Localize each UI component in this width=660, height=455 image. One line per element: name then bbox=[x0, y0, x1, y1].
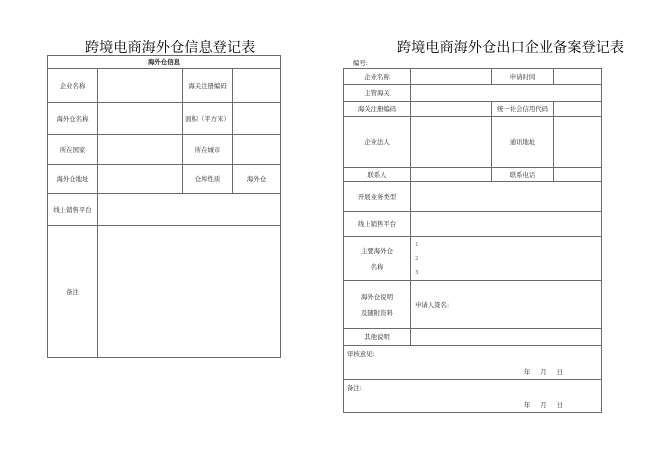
address-field[interactable] bbox=[554, 117, 602, 168]
phone-field[interactable] bbox=[554, 168, 602, 182]
other-notes-label: 其他说明 bbox=[344, 329, 411, 346]
review-date: 年月日 bbox=[523, 368, 573, 376]
company-name-field[interactable] bbox=[98, 69, 183, 103]
serial-number-label: 编号: bbox=[353, 59, 368, 67]
area-label: 面积（平方米） bbox=[183, 103, 233, 135]
phone-label: 联系电话 bbox=[492, 168, 554, 182]
applicant-signature-field[interactable]: 申请人签名: bbox=[411, 281, 602, 329]
area-field[interactable] bbox=[233, 103, 281, 135]
warehouse-type-value: 海外仓 bbox=[233, 165, 281, 194]
apply-time-label: 申请时间 bbox=[492, 69, 554, 85]
company-name-label: 企业名称 bbox=[48, 69, 98, 103]
warehouse-info-table bbox=[47, 55, 281, 358]
remarks-date: 年月日 bbox=[523, 401, 573, 409]
contact-label: 联系人 bbox=[344, 168, 411, 182]
contact-field[interactable] bbox=[411, 168, 492, 182]
customs-reg-code-field[interactable] bbox=[411, 102, 492, 117]
city-label: 所在城市 bbox=[183, 135, 233, 165]
warehouse-desc-label bbox=[344, 281, 411, 329]
city-field[interactable] bbox=[233, 135, 281, 165]
customs-reg-code-field[interactable] bbox=[233, 69, 281, 103]
section-header: 海外仓信息 bbox=[48, 56, 281, 69]
apply-time-field[interactable] bbox=[554, 69, 602, 85]
customs-label: 主管海关 bbox=[344, 85, 411, 102]
address-label: 通讯地址 bbox=[492, 117, 554, 168]
main-warehouse-label bbox=[344, 237, 411, 281]
online-platform-label: 线上销售平台 bbox=[48, 194, 98, 226]
warehouse-address-label: 海外仓地址 bbox=[48, 165, 98, 194]
main-warehouse-label-line1: 主要海外仓 bbox=[361, 246, 393, 255]
warehouse-desc-label-line2: 及随附资料 bbox=[361, 308, 393, 317]
remarks-label: 备注 bbox=[48, 226, 98, 358]
remarks-field[interactable] bbox=[344, 380, 602, 413]
legal-person-label: 企业法人 bbox=[344, 117, 411, 168]
warehouse-number-2: 2 bbox=[415, 255, 419, 262]
review-opinion-field[interactable] bbox=[344, 346, 602, 380]
online-platform-label: 线上销售平台 bbox=[344, 212, 411, 237]
left-form-title: 跨境电商海外仓信息登记表 bbox=[85, 40, 256, 56]
remarks-field[interactable] bbox=[98, 226, 281, 358]
company-name-label: 企业名称 bbox=[344, 69, 411, 85]
country-label: 所在国家 bbox=[48, 135, 98, 165]
customs-reg-code-label: 海关注册编码 bbox=[344, 102, 411, 117]
credit-code-label: 统一社会信用代码 bbox=[492, 102, 554, 117]
customs-reg-code-label: 海关注册编码 bbox=[183, 69, 233, 103]
company-name-field[interactable] bbox=[411, 69, 492, 85]
credit-code-field[interactable] bbox=[554, 102, 602, 117]
main-warehouse-label-line2: 名称 bbox=[370, 262, 384, 271]
main-warehouse-list[interactable] bbox=[411, 237, 602, 281]
filing-registration-table bbox=[343, 68, 602, 413]
country-field[interactable] bbox=[98, 135, 183, 165]
warehouse-desc-label-line1: 海外仓说明 bbox=[361, 292, 393, 301]
online-platform-field[interactable] bbox=[98, 194, 281, 226]
business-type-field[interactable] bbox=[411, 182, 602, 212]
other-notes-field[interactable] bbox=[411, 329, 602, 346]
warehouse-name-field[interactable] bbox=[98, 103, 183, 135]
warehouse-number-1: 1 bbox=[415, 241, 419, 248]
warehouse-number-3: 3 bbox=[415, 269, 419, 276]
right-form-title: 跨境电商海外仓出口企业备案登记表 bbox=[397, 40, 625, 56]
business-type-label: 开展业务类型 bbox=[344, 182, 411, 212]
warehouse-address-field[interactable] bbox=[98, 165, 183, 194]
warehouse-name-label: 海外仓名称 bbox=[48, 103, 98, 135]
online-platform-field[interactable] bbox=[411, 212, 602, 237]
review-opinion-label: 审核意见: bbox=[347, 350, 375, 358]
customs-field[interactable] bbox=[411, 85, 602, 102]
remarks-label: 备注: bbox=[347, 384, 362, 392]
warehouse-type-label: 仓库性质 bbox=[183, 165, 233, 194]
legal-person-field[interactable] bbox=[411, 117, 492, 168]
